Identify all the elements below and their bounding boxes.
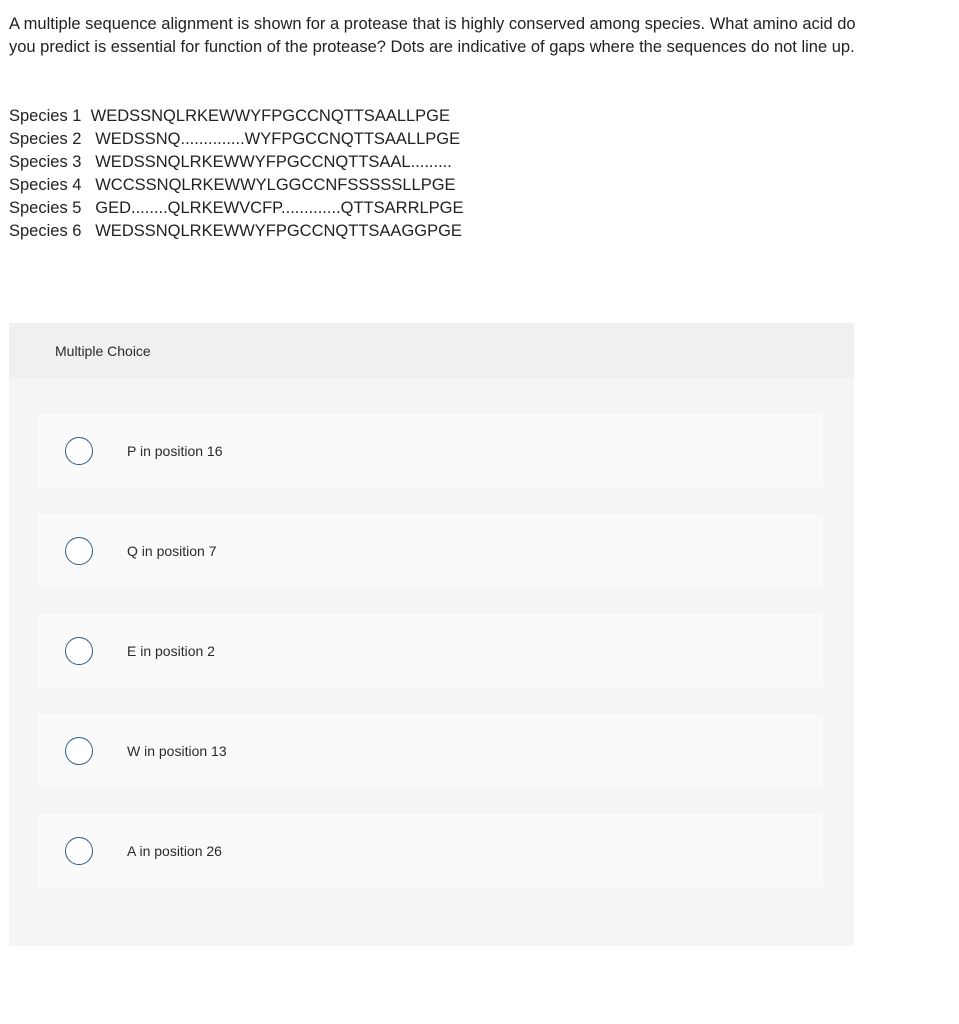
species-label: Species 6	[9, 222, 82, 240]
sequence-text: WEDSSNQLRKEWWYFPGCCNQTTSAAGGPGE	[95, 222, 462, 240]
alignment-row	[9, 220, 464, 243]
radio-button-icon[interactable]	[65, 537, 93, 565]
alignment-row	[9, 151, 464, 174]
alignment-row	[9, 174, 464, 197]
choice-option-4[interactable]	[38, 714, 823, 787]
sequence-text: GED........QLRKEWVCFP.............QTTSARRLPGE	[95, 199, 464, 217]
species-label: Species 2	[9, 130, 82, 148]
choice-option-2[interactable]	[38, 514, 823, 587]
multiple-choice-header: Multiple Choice	[9, 323, 854, 378]
radio-button-icon[interactable]	[65, 637, 93, 665]
sequence-text: WEDSSNQ..............WYFPGCCNQTTSAALLPGE	[95, 130, 461, 148]
choice-label: P in position 16	[127, 442, 223, 459]
alignment-row	[9, 105, 464, 128]
species-label: Species 4	[9, 176, 82, 194]
choice-option-3[interactable]	[38, 614, 823, 687]
choice-label: W in position 13	[127, 742, 227, 759]
choice-label: Q in position 7	[127, 542, 217, 559]
question-text: A multiple sequence alignment is shown for a protease that is highly conserved among species. What amino acid do you predict is essential for function of the protease? Dots are indicative of gaps where the sequences do not line up.	[9, 15, 856, 56]
species-label: Species 1	[9, 107, 82, 125]
radio-button-icon[interactable]	[65, 437, 93, 465]
species-label: Species 5	[9, 199, 82, 217]
multiple-choice-panel	[9, 323, 854, 946]
choice-option-1[interactable]	[38, 414, 823, 487]
sequence-text: WEDSSNQLRKEWWYFPGCCNQTTSAALLPGE	[90, 107, 451, 125]
sequence-alignment	[9, 105, 464, 243]
alignment-row	[9, 197, 464, 220]
radio-button-icon[interactable]	[65, 837, 93, 865]
radio-button-icon[interactable]	[65, 737, 93, 765]
sequence-text: WCCSSNQLRKEWWYLGGCCNFSSSSSLLPGE	[95, 176, 456, 194]
choice-label: A in position 26	[127, 842, 222, 859]
species-label: Species 3	[9, 153, 82, 171]
choice-label: E in position 2	[127, 642, 215, 659]
sequence-text: WEDSSNQLRKEWWYFPGCCNQTTSAAL.........	[95, 153, 452, 171]
alignment-row	[9, 128, 464, 151]
choice-option-5[interactable]	[38, 814, 823, 887]
